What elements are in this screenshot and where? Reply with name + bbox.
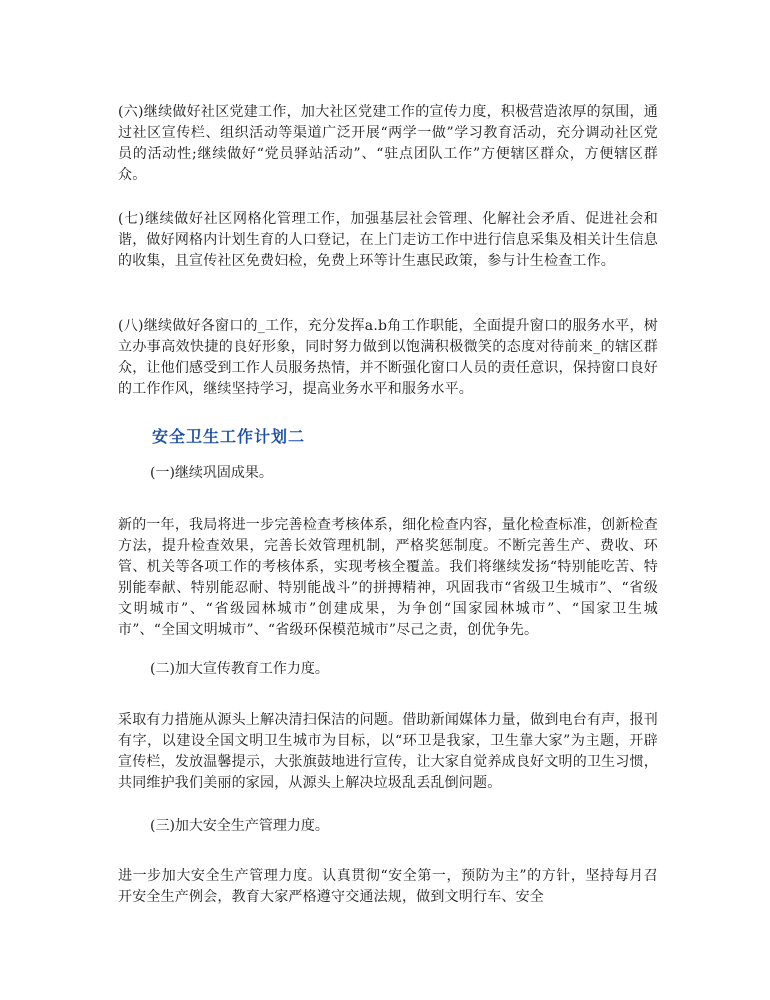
item-one-body: 新的一年，我局将进一步完善检查考核体系，细化检查内容，量化检查标准，创新检查方法，提升检查效果，完善长效管理机制，严格奖惩制度。不断完善生产、费收、环管、机关等各项工作的考核体系，实现考核全覆盖。我们将继续发扬“特别能吃苦、特别能奉献、特别能忍耐、特别能战斗”的拼搏精神，巩固我市“省级卫生城市”、“省级文明城市”、“省级园林城市”创建成果，为争创“国家园林城市”、“国家卫生城市”、“全国文明城市”、“省级环保模范城市”尽己之责，创优争先。: [118, 517, 658, 638]
item-two-heading: (二)加大宣传教育工作力度。: [150, 661, 329, 677]
paragraph-six: (六)继续做好社区党建工作，加大社区党建工作的宣传力度，积极营造浓厚的氛围，通过社区宣传栏、组织活动等渠道广泛开展“两学一做”学习教育活动，充分调动社区党员的活动性;继续做好“党员驿站活动”、“驻点团队工作”方便辖区群众，方便辖区群众。: [118, 104, 658, 183]
item-three-body: 进一步加大安全生产管理力度。认真贯彻“安全第一，预防为主”的方针，坚持每月召开安全生产例会，教育大家严格遵守交通法规，做到文明行车、安全: [118, 868, 658, 905]
item-three-heading: (三)加大安全生产管理力度。: [150, 818, 329, 834]
section-title: 安全卫生工作计划二: [152, 427, 306, 446]
paragraph-eight: (八)继续做好各窗口的_工作，充分发挥a.b角工作职能，全面提升窗口的服务水平，树立办事高效快捷的良好形象，同时努力做到以饱满积极微笑的态度对待前来_的辖区群众，让他们感受到工作人员服务热情，并不断强化窗口人员的责任意识，保持窗口良好的工作作风，继续坚持学习，提高业务水平和服务水平。: [118, 318, 658, 397]
item-two-body: 采取有力措施从源头上解决清扫保洁的问题。借助新闻媒体力量，做到电台有声，报刊有字，以建设全国文明卫生城市为目标，以“环卫是我家，卫生靠大家”为主题，开辟宣传栏，发放温馨提示，大张旗鼓地进行宣传，让大家自觉养成良好文明的卫生习惯，共同维护我们美丽的家园，从源头上解决垃圾乱丢乱倒问题。: [118, 712, 658, 791]
item-one-heading: (一)继续巩固成果。: [150, 465, 273, 481]
paragraph-seven: (七)继续做好社区网格化管理工作，加强基层社会管理、化解社会矛盾、促进社会和谐，做好网格内计划生育的人口登记，在上门走访工作中进行信息采集及相关计生信息的收集，且宣传社区免费妇检，免费上环等计生惠民政策，参与计生检查工作。: [118, 211, 658, 269]
